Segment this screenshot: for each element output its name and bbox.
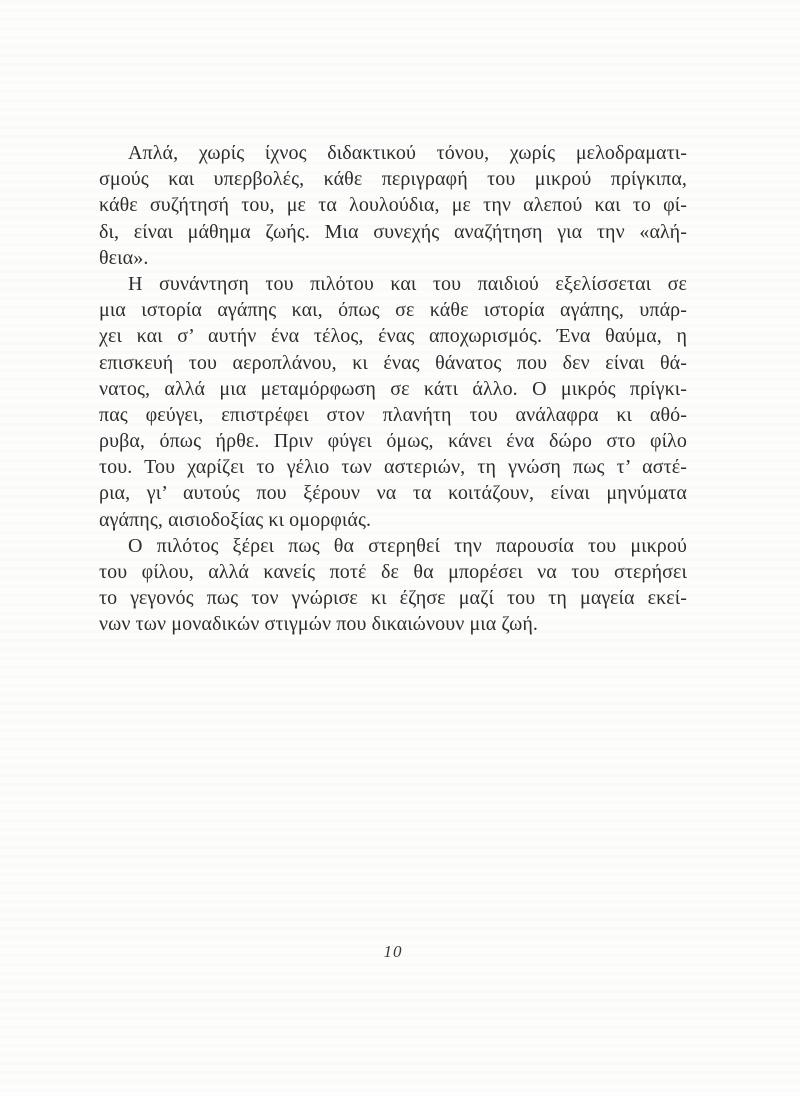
paragraph (99, 140, 687, 271)
paragraph (99, 533, 687, 638)
page-number: 10 (383, 942, 403, 961)
text-line: κάθε συζήτησή του, με τα λουλούδια, με την αλεπού και το φί- (99, 194, 687, 217)
text-line: μια ιστορία αγάπης και, όπως σε κάθε ιστορία αγάπης, υπάρ- (99, 299, 687, 322)
text-line: αγάπης, αισιοδοξίας κι ομορφιάς. (99, 508, 372, 531)
paragraph (99, 271, 687, 533)
text-line: του. Του χαρίζει το γέλιο των αστεριών, τη γνώση πως τ’ αστέ- (99, 456, 687, 479)
text-line: δι, είναι μάθημα ζωής. Μια συνεχής αναζήτηση για την «αλή- (99, 220, 687, 243)
text-line: χει και σ’ αυτήν ένα τέλος, ένας αποχωρισμός. Ένα θαύμα, η (99, 325, 687, 348)
text-line: πας φεύγει, επιστρέφει στον πλανήτη του ανάλαφρα κι αθό- (99, 403, 687, 426)
text-line: θεια». (99, 246, 149, 269)
text-line: νατος, αλλά μια μεταμόρφωση σε κάτι άλλο. Ο μικρός πρίγκι- (99, 377, 687, 400)
text-line: το γεγονός πως τον γνώρισε κι έζησε μαζί του τη μαγεία εκεί- (99, 587, 687, 610)
body-text (99, 140, 687, 638)
text-line: ρυβα, όπως ήρθε. Πριν φύγει όμως, κάνει ένα δώρο στο φίλο (99, 430, 687, 453)
text-line: νων των μοναδικών στιγμών που δικαιώνουν μια ζωή. (99, 613, 539, 636)
text-line: σμούς και υπερβολές, κάθε περιγραφή του μικρού πρίγκιπα, (99, 168, 687, 191)
text-line: Απλά, χωρίς ίχνος διδακτικού τόνου, χωρίς μελοδραματι- (128, 142, 687, 164)
text-line: Η συνάντηση του πιλότου και του παιδιού εξελίσσεται σε (128, 272, 687, 295)
text-line: Ο πιλότος ξέρει πως θα στερηθεί την παρουσία του μικρού (128, 534, 687, 557)
text-line: ρια, γι’ αυτούς που ξέρουν να τα κοιτάζουν, είναι μηνύματα (99, 482, 687, 505)
text-line: επισκευή του αεροπλάνου, κι ένας θάνατος που δεν είναι θά- (99, 351, 687, 374)
text-line: του φίλου, αλλά κανείς ποτέ δε θα μπορέσει να του στερήσει (99, 561, 687, 583)
